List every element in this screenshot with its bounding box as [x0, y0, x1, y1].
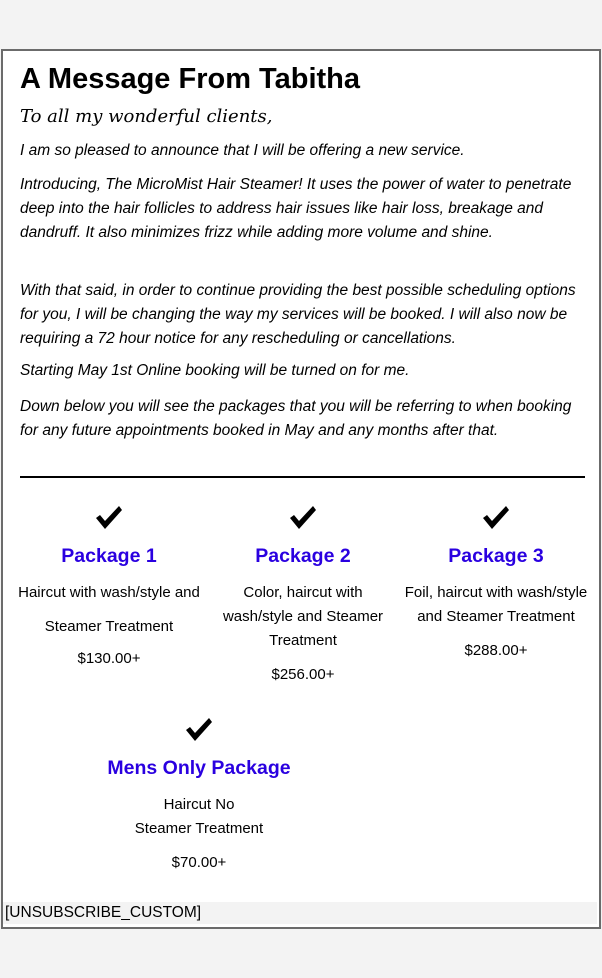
greeting: To all my wonderful clients, [20, 106, 273, 127]
package-name: Package 2 [255, 545, 351, 567]
announcement-paragraph: I am so pleased to announce that I will be offering a new service. [20, 142, 465, 159]
package-name: Mens Only Package [107, 757, 291, 779]
package-card-mens [104, 717, 294, 875]
packages-intro-paragraph: Down below you will see the packages that you will be referring to when booking for any future appointments booked in May and any months after that. [20, 398, 572, 439]
email-frame [1, 49, 601, 929]
package-price: $70.00+ [171, 854, 227, 871]
divider [20, 476, 585, 478]
booking-changes-paragraph: With that said, in order to continue providing the best possible scheduling options for you, I will be changing the way my services will be booked. I will also now be requiring a 72 hour notice for any rescheduling or cancellations. [20, 282, 576, 347]
package-card-1 [14, 505, 204, 671]
online-booking-paragraph: Starting May 1st Online booking will be turned on for me. [20, 362, 410, 379]
checkmark-icon [184, 717, 214, 743]
package-name: Package 1 [61, 545, 157, 567]
package-description: Haircut No Steamer Treatment [134, 796, 264, 837]
package-description: Foil, haircut with wash/style and Steamer Treatment [404, 584, 588, 625]
package-card-3 [401, 505, 591, 663]
package-price: $130.00+ [77, 650, 141, 667]
checkmark-icon [288, 505, 318, 531]
package-price: $288.00+ [464, 642, 528, 659]
package-card-2 [208, 505, 398, 687]
package-description: Color, haircut with wash/style and Steamer Treatment [222, 584, 384, 649]
checkmark-icon [481, 505, 511, 531]
page-title: A Message From Tabitha [20, 63, 361, 95]
package-name: Package 3 [448, 545, 544, 567]
package-description: Haircut with wash/style and Steamer Treatment [18, 584, 200, 635]
package-price: $256.00+ [271, 666, 335, 683]
unsubscribe-link[interactable]: [UNSUBSCRIBE_CUSTOM] [3, 902, 597, 924]
checkmark-icon [94, 505, 124, 531]
introduction-paragraph: Introducing, The MicroMist Hair Steamer! It uses the power of water to penetrate deep into the hair follicles to address hair issues like hair loss, breakage and dandruff. It also minimizes frizz while adding more volume and shine. [20, 176, 572, 241]
